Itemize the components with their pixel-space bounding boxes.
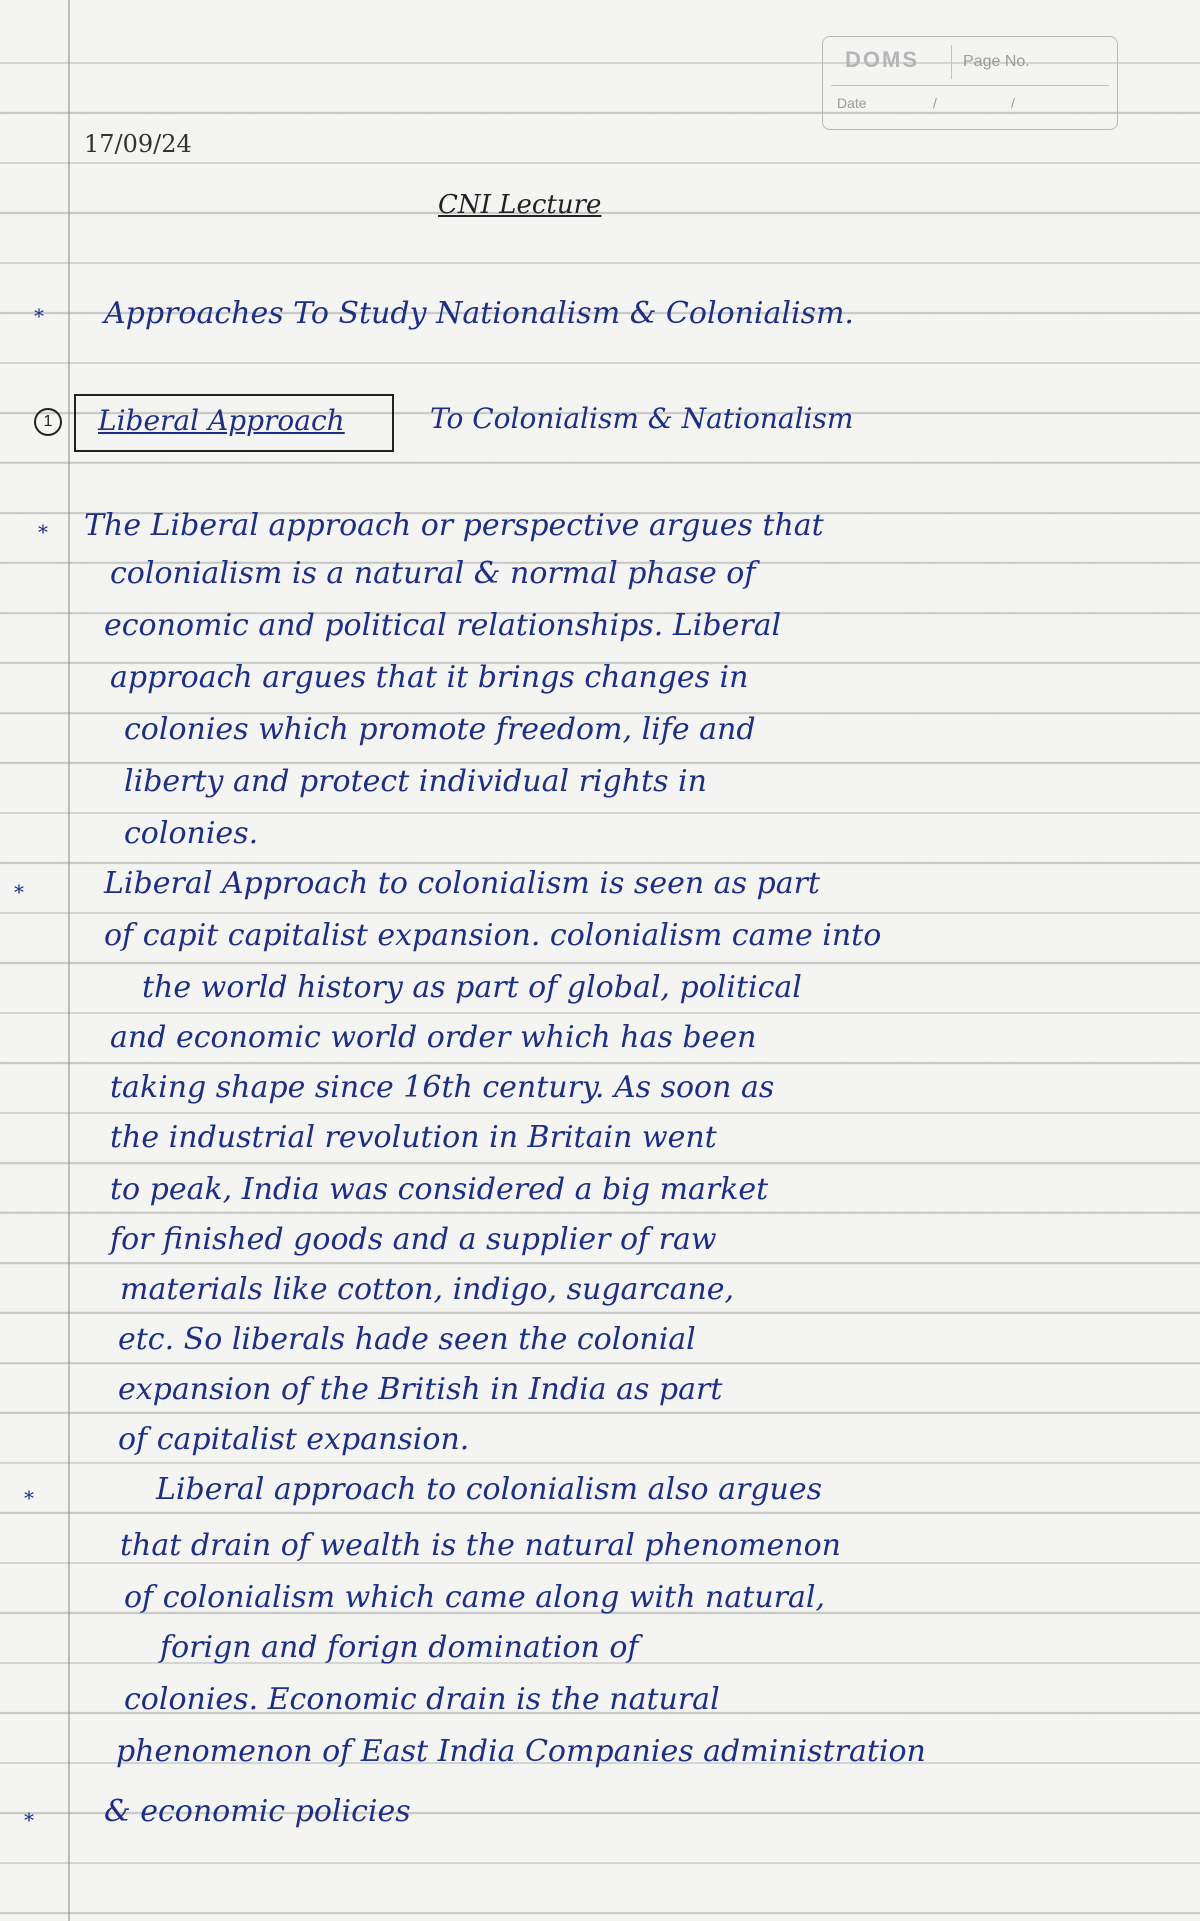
para2-line: etc. So liberals hade seen the colonial — [118, 1322, 696, 1357]
para1-line: economic and political relationships. Liberal — [104, 608, 782, 643]
para3-line: of colonialism which came along with natural, — [124, 1580, 826, 1615]
bullet-star: * — [34, 304, 44, 328]
para2-line: expansion of the British in India as part — [118, 1372, 723, 1407]
para2-line: taking shape since 16th century. As soon as — [110, 1070, 775, 1105]
section-heading-rest: To Colonialism & Nationalism — [430, 402, 854, 435]
stamp-brand: DOMS — [845, 47, 919, 72]
para2-line: Liberal Approach to colonialism is seen as part — [104, 866, 820, 901]
para1-line: colonialism is a natural & normal phase of — [110, 556, 756, 591]
section-box-label: Liberal Approach — [98, 404, 345, 437]
stamp-slash: / — [1011, 95, 1015, 111]
para1-line: The Liberal approach or perspective argues that — [84, 508, 824, 543]
section-box — [74, 394, 394, 452]
para2-line: of capit capitalist expansion. colonialism came into — [104, 918, 882, 953]
para1-line: colonies. — [124, 816, 259, 851]
para2-line: the world history as part of global, political — [142, 970, 802, 1005]
page-title: CNI Lecture — [438, 190, 602, 220]
note-date: 17/09/24 — [84, 130, 192, 158]
stamp-date-label: Date — [837, 95, 867, 111]
para1-line: approach argues that it brings changes in — [110, 660, 749, 695]
bullet-star: * — [24, 1486, 34, 1510]
para4-line: & economic policies — [104, 1794, 411, 1829]
stamp-divider — [951, 45, 952, 79]
para3-line: that drain of wealth is the natural phenomenon — [120, 1528, 841, 1563]
stamp-page-no-label: Page No. — [963, 53, 1030, 70]
stamp-line — [831, 85, 1109, 86]
para3-line: colonies. Economic drain is the natural — [124, 1682, 720, 1717]
para2-line: to peak, India was considered a big market — [110, 1172, 769, 1207]
para3-line: phenomenon of East India Companies administration — [116, 1734, 926, 1769]
para2-line: materials like cotton, indigo, sugarcane, — [120, 1272, 735, 1307]
para2-line: for finished goods and a supplier of raw — [110, 1222, 717, 1257]
section-number: 1 — [34, 408, 62, 436]
para1-line: colonies which promote freedom, life and — [124, 712, 756, 747]
para3-line: forign and forign domination of — [160, 1630, 639, 1665]
para2-line: and economic world order which has been — [110, 1020, 757, 1055]
bullet-star: * — [24, 1808, 34, 1832]
bullet-star: * — [14, 880, 24, 904]
para3-line: Liberal approach to colonialism also argues — [156, 1472, 822, 1507]
page-stamp — [822, 36, 1118, 130]
margin-line — [68, 0, 70, 1921]
stamp-slash: / — [933, 95, 937, 111]
bullet-star: * — [38, 520, 48, 544]
para2-line: the industrial revolution in Britain went — [110, 1120, 717, 1155]
main-heading: Approaches To Study Nationalism & Colonialism. — [104, 296, 854, 331]
para1-line: liberty and protect individual rights in — [124, 764, 707, 799]
para2-line: of capitalist expansion. — [118, 1422, 470, 1457]
